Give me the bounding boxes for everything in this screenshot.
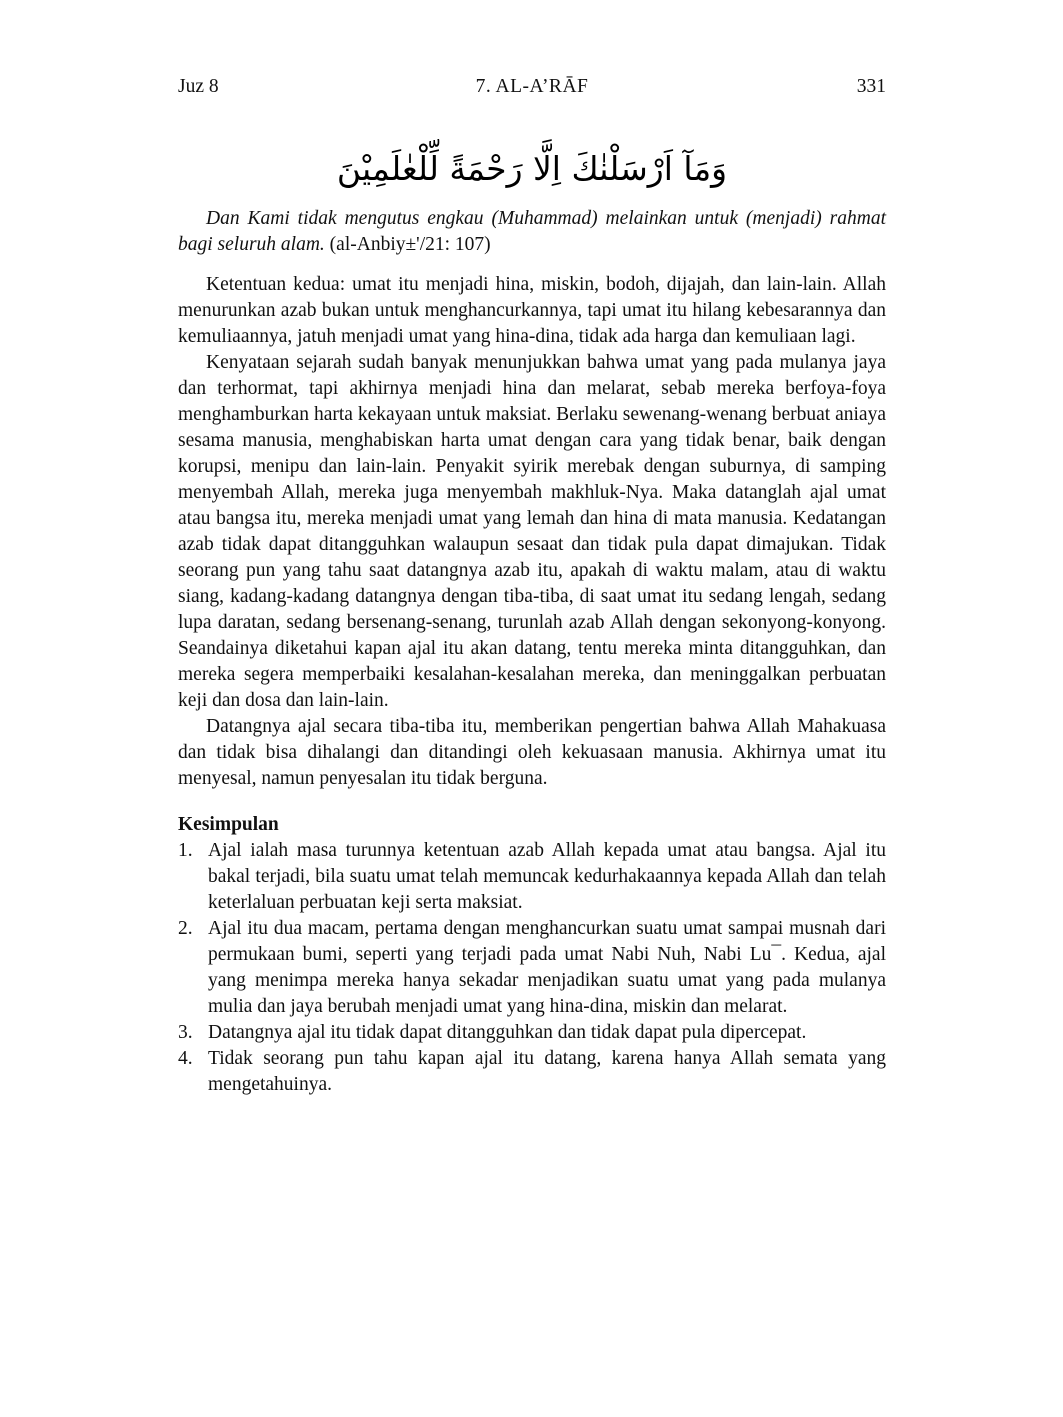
list-item-text: Ajal ialah masa turunnya ketentuan azab Allah kepada umat atau bangsa. Ajal itu bakal terjadi, bila suatu umat telah memuncak kedurhakaannya kepada Allah dan telah keterlaluan perbuatan keji serta maksiat. — [208, 839, 886, 913]
translation-italic-text: Dan Kami tidak mengutus engkau (Muhammad) melainkan untuk (menjadi) rahmat bagi seluruh alam. — [178, 207, 886, 255]
page-header — [178, 74, 886, 100]
list-item-number: 1. — [178, 839, 193, 861]
verse-translation — [178, 206, 886, 258]
list-item — [178, 1020, 886, 1046]
conclusion-list — [178, 838, 886, 1098]
list-item-number: 4. — [178, 1047, 193, 1069]
list-item-text: Datangnya ajal itu tidak dapat ditangguhkan dan tidak dapat pula dipercepat. — [208, 1021, 807, 1043]
list-item-text: Ajal itu dua macam, pertama dengan menghancurkan suatu umat sampai musnah dari permukaan bumi, seperti yang terjadi pada umat Nabi Nuh, Nabi Lu¯. Kedua, ajal yang menimpa mereka hanya sekadar menjadikan suatu umat yang pada mulanya mulia dan jaya berubah menjadi umat yang hina-dina, miskin dan melarat. — [208, 917, 886, 1017]
verse-reference: (al-Anbiy±'/21: 107) — [329, 233, 491, 255]
conclusion-heading: Kesimpulan — [178, 813, 279, 835]
body-paragraph: Ketentuan kedua: umat itu menjadi hina, miskin, bodoh, dijajah, dan lain-lain. Allah menurunkan azab bukan untuk menghancurkannya, tapi umat itu hilang kebesarannya dan kemuliaannya, jatuh menjadi umat yang hina-dina, tidak ada harga dan kemuliaan lagi. — [178, 273, 886, 347]
surah-title: 7. AL-A’RĀF — [475, 76, 589, 97]
juz-label: Juz 8 — [178, 76, 219, 97]
list-item — [178, 1046, 886, 1098]
list-item-number: 2. — [178, 917, 193, 939]
arabic-verse-calligraphy: وَمَآ اَرْسَلْنٰكَ اِلَّا رَحْمَةً لِّلْعٰلَمِيْنَ — [336, 149, 728, 188]
list-item-text: Tidak seorang pun tahu kapan ajal itu datang, karena hanya Allah semata yang mengetahuinya. — [208, 1047, 886, 1095]
list-item-number: 3. — [178, 1021, 193, 1043]
body-paragraph: Datangnya ajal secara tiba-tiba itu, memberikan pengertian bahwa Allah Mahakuasa dan tidak bisa dihalangi dan ditandingi oleh kekuasaan manusia. Akhirnya umat itu menyesal, namun penyesalan itu tidak berguna. — [178, 715, 886, 789]
body-paragraph: Kenyataan sejarah sudah banyak menunjukkan bahwa umat yang pada mulanya jaya dan terhormat, tapi akhirnya menjadi hina dan melarat, sebab mereka berfoya-foya menghamburkan harta kekayaan untuk maksiat. Berlaku sewenang-wenang berbuat aniaya sesama manusia, menghabiskan harta umat dengan cara yang tidak benar, baik dengan korupsi, menipu dan lain-lain. Penyakit syirik merebak dengan suburnya, di samping menyembah Allah, mereka juga menyembah makhluk-Nya. Maka datanglah ajal umat atau bangsa itu, mereka menjadi umat yang lemah dan hina di mata manusia. Kedatangan azab tidak dapat ditangguhkan walaupun sesaat dan tidak pula dapat dimajukan. Tidak seorang pun yang tahu saat datangnya azab itu, apakah di waktu malam, atau di waktu siang, kadang-kadang datangnya dengan tiba-tiba, di saat umat itu sedang lengah, sedang lupa daratan, sedang bersenang-senang, turunlah azab Allah dengan sekonyong-konyong. Seandainya diketahui kapan ajal itu akan datang, tentu mereka minta ditangguhkan, dan mereka segera memperbaiki kesalahan-kesalahan mereka, dan meninggalkan perbuatan keji dan dosa dan lain-lain. — [178, 351, 886, 711]
list-item — [178, 838, 886, 916]
list-item — [178, 916, 886, 1020]
page-number: 331 — [856, 76, 886, 97]
